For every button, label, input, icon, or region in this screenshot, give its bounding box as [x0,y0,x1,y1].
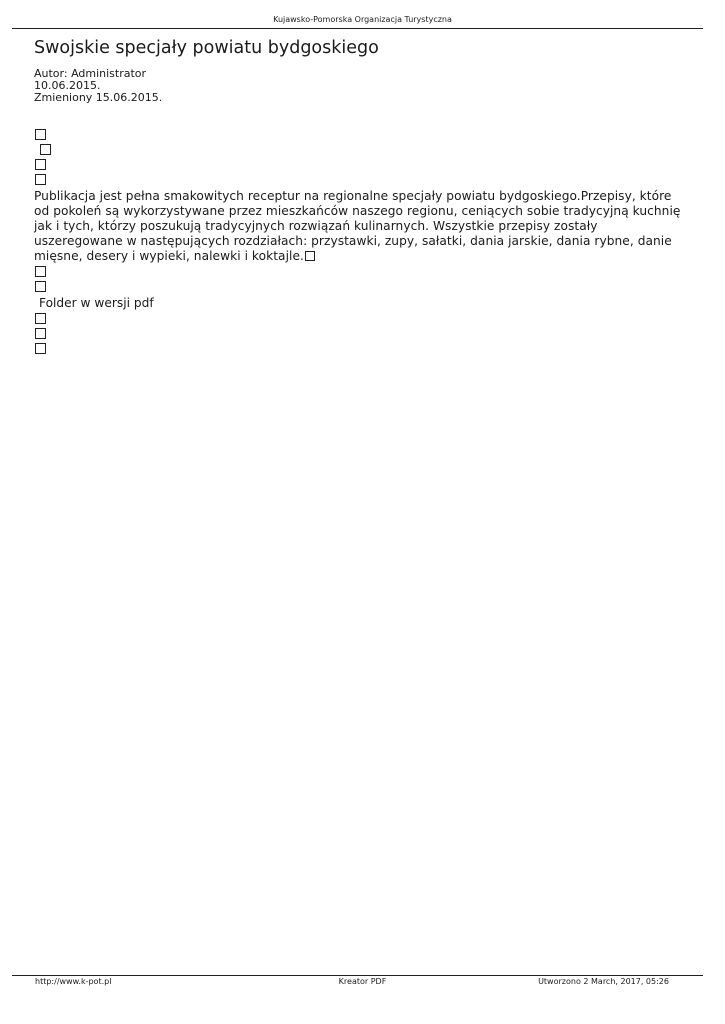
article-text: Publikacja jest pełna smakowitych receptur na regionalne specjały powiatu bydgoskiego.Przepisy, które od pokoleń są wykorzystywane przez mieszkańców naszego regionu, ceniących sobie tradycyjną kuchnię jak i tych, którzy poszukują tradycyjnych rozwiązań kulinarnych. Wszystkie przepisy zostały uszeregowane w następujących rozdziałach: przystawki, zupy, sałatki, dania jarskie, dania rybne, danie mięsne, desery i wypieki, nalewki i koktajle. [34,189,681,263]
missing-glyph-icon [35,159,46,170]
missing-glyph-icon [35,313,46,324]
header-divider [12,28,703,29]
article [34,34,684,358]
missing-glyph-icon [305,251,316,262]
footer-created-date: Utworzono 2 March, 2017, 05:26 [538,977,669,986]
publish-date: 10.06.2015. [34,79,101,92]
missing-glyph-icon [35,328,46,339]
article-body [34,129,684,354]
modified-date: Zmieniony 15.06.2015. [34,91,163,104]
missing-glyph-icon [35,174,46,185]
missing-glyph-icon [35,129,46,140]
missing-glyph-icon [40,144,51,155]
article-paragraph [34,189,684,264]
footer-creator: Kreator PDF [338,977,387,986]
page-header: Kujawsko-Pomorska Organizacja Turystyczna [273,15,452,24]
missing-glyph-icon [35,281,46,292]
missing-glyph-icon [35,266,46,277]
article-meta [34,68,684,104]
article-title: Swojskie specjały powiatu bydgoskiego [34,38,379,58]
missing-glyph-icon [35,343,46,354]
footer-url[interactable]: http://www.k-pot.pl [35,977,112,986]
footer-divider [12,975,703,976]
page-footer [0,977,725,989]
author-line: Autor: Administrator [34,67,147,80]
folder-pdf-link[interactable]: Folder w wersji pdf [39,296,154,310]
